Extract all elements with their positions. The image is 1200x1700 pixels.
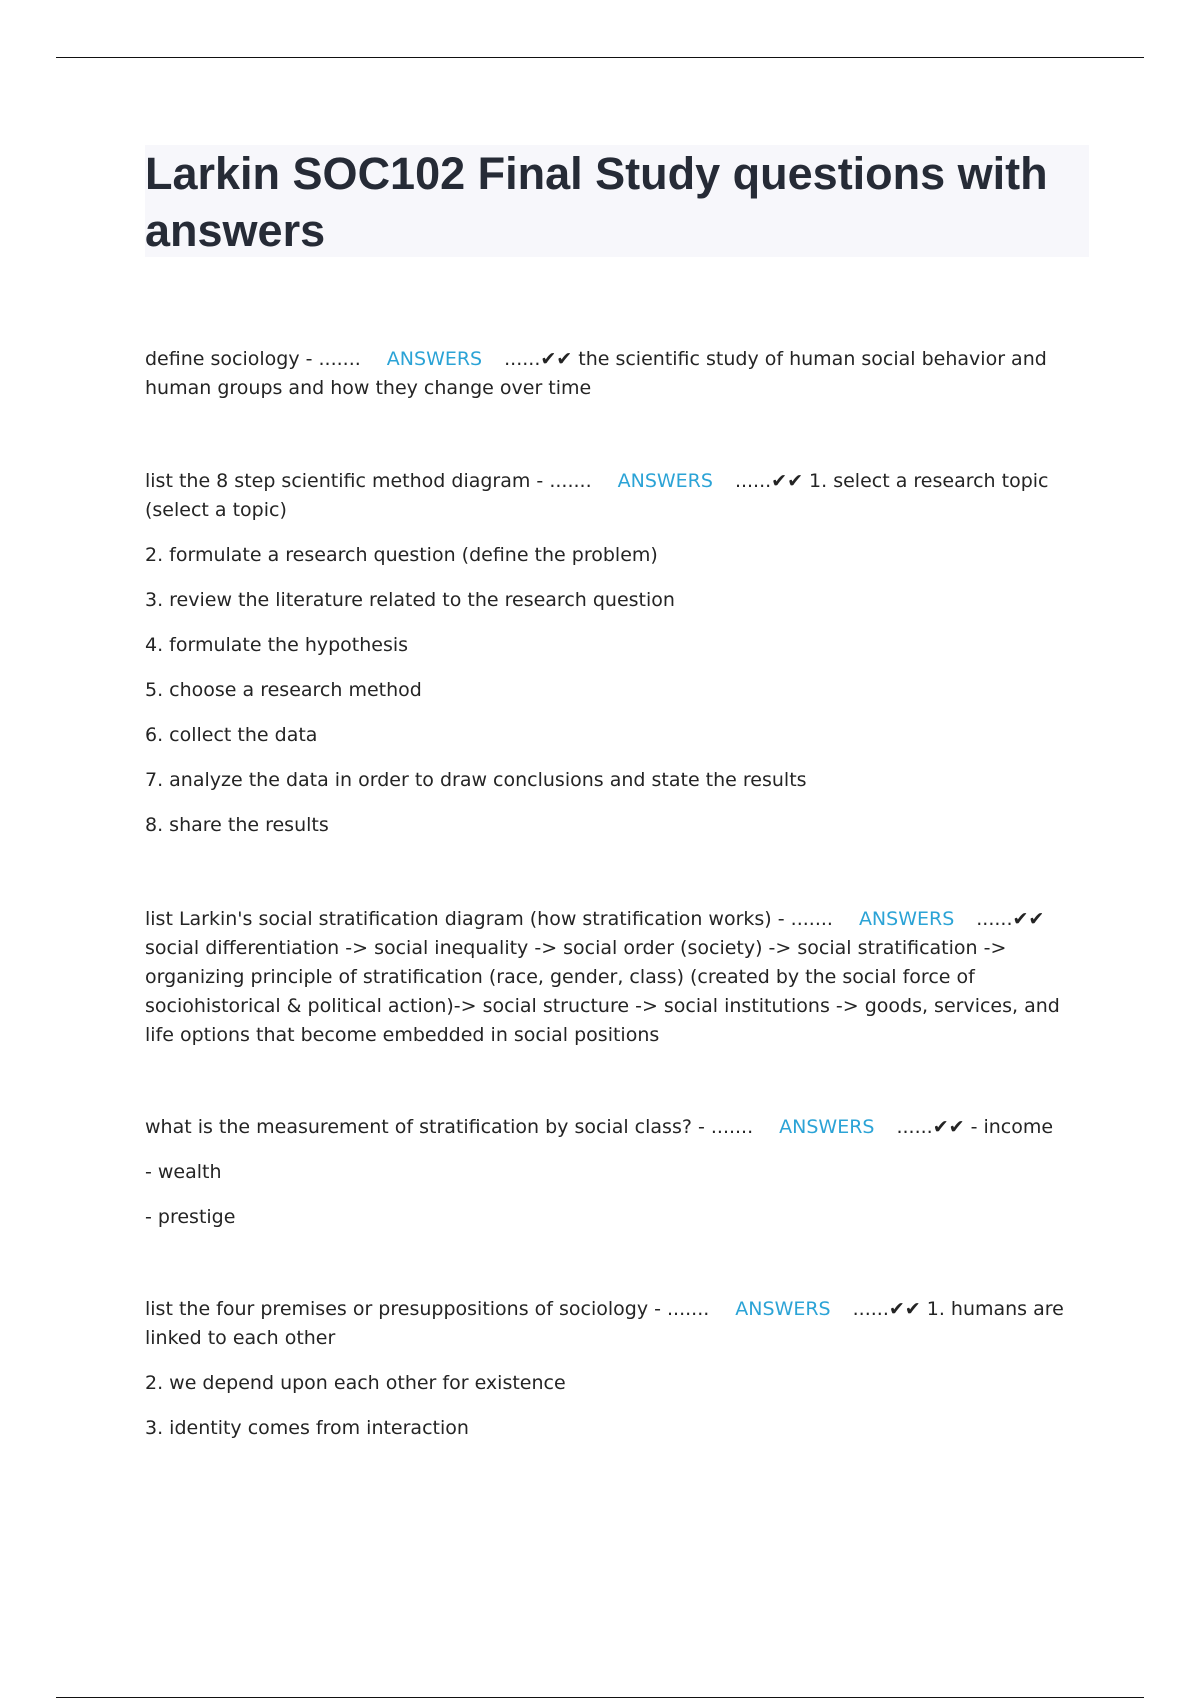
answer-item: 7. analyze the data in order to draw conclusions and state the results: [145, 769, 807, 791]
qa-block: [145, 1295, 1089, 1443]
answers-label: ANSWERS: [858, 908, 955, 930]
answers-label: ANSWERS: [386, 348, 483, 370]
answers-label: ANSWERS: [617, 470, 713, 492]
answer-item: - prestige: [145, 1206, 236, 1228]
question-prompt: list Larkin's social stratification diagram (how stratification works) - .......: [145, 908, 833, 930]
answer-item: 8. share the results: [145, 814, 329, 836]
question-line: [145, 905, 1089, 1050]
answer-text: ......✔✔ the scientific study of human social behavior and human groups and how they change over time: [145, 348, 1047, 399]
page-title: Larkin SOC102 Final Study questions with answers: [145, 148, 1048, 256]
question-line: [145, 1295, 1089, 1353]
answer-item: 6. collect the data: [145, 724, 318, 746]
answer-item: 5. choose a research method: [145, 679, 422, 701]
bottom-rule: [56, 1697, 1144, 1698]
qa-block: [145, 1113, 1089, 1232]
answer-item: 4. formulate the hypothesis: [145, 634, 409, 656]
question-prompt: define sociology - .......: [145, 348, 361, 370]
question-line: [145, 345, 1089, 403]
question-prompt: list the four premises or presuppositions of sociology - .......: [145, 1298, 710, 1320]
answer-item: 2. we depend upon each other for existence: [145, 1372, 566, 1394]
qa-block: [145, 345, 1089, 403]
question-prompt: list the 8 step scientific method diagram - .......: [145, 470, 592, 492]
answer-text: ......✔✔ - income: [896, 1116, 1054, 1138]
answers-label: ANSWERS: [735, 1298, 831, 1320]
answer-item: - wealth: [145, 1161, 222, 1183]
answers-label: ANSWERS: [779, 1116, 875, 1138]
answer-item: 3. review the literature related to the research question: [145, 589, 675, 611]
answer-item: 2. formulate a research question (define the problem): [145, 544, 658, 566]
answer-item: 3. identity comes from interaction: [145, 1417, 469, 1439]
question-line: [145, 467, 1089, 525]
answer-text: ......✔✔ social differentiation -> social inequality -> social order (society) -> social stratification -> organizing principle of stratification (race, gender, class) (created by the social force of sociohistorical & political action)-> social structure -> social institutions -> goods, services, and life options that become embedded in social positions: [145, 908, 1060, 1046]
answer-text: ......✔✔ 1. select a research topic (select a topic): [145, 470, 1049, 521]
question-line: [145, 1113, 1089, 1142]
question-prompt: what is the measurement of stratification by social class? - .......: [145, 1116, 754, 1138]
top-rule: [56, 57, 1144, 58]
title-banner: [145, 145, 1089, 257]
qa-block: [145, 467, 1089, 840]
answer-text: ......✔✔ 1. humans are linked to each other: [145, 1298, 1064, 1349]
qa-block: [145, 905, 1089, 1050]
